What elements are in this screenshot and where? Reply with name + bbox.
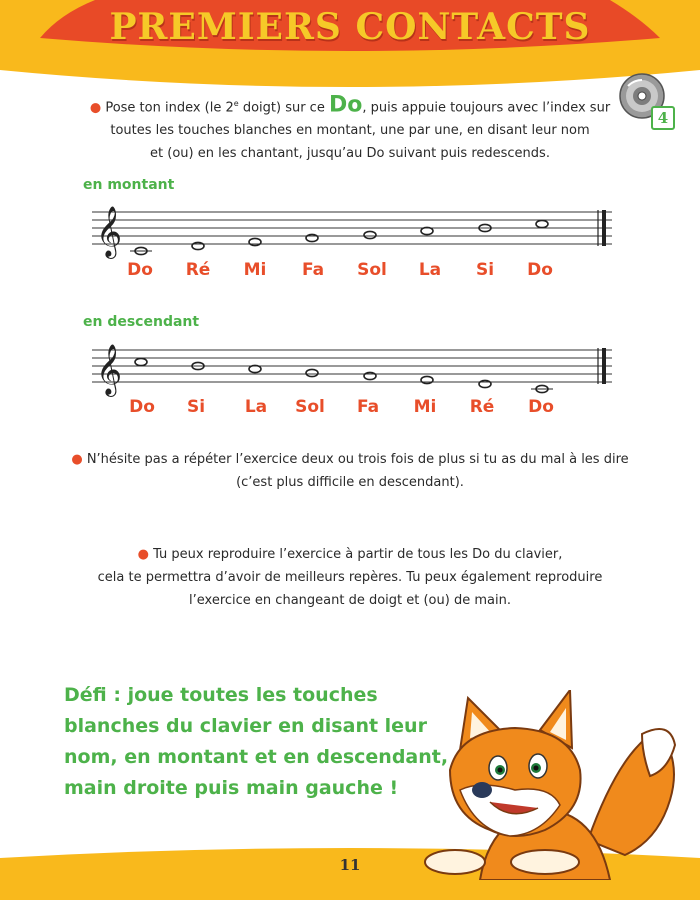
intro-paragraph xyxy=(70,92,630,165)
fox-illustration-icon xyxy=(420,690,680,880)
intro-text-a: Pose ton index (le 2 xyxy=(105,100,234,116)
intro-line-3: et (ou) en les chantant, jusqu’au Do suivant puis redescends. xyxy=(150,146,550,162)
challenge-line-1: Défi : joue toutes les touches xyxy=(64,684,378,706)
note-name: Mi xyxy=(243,260,267,280)
descending-notes xyxy=(135,358,553,392)
note-name: Do xyxy=(129,397,155,417)
descending-note-names xyxy=(0,397,700,419)
page-title: PREMIERS CONTACTS xyxy=(109,6,591,48)
ascending-note-names xyxy=(0,260,700,282)
note-name: Fa xyxy=(301,260,325,280)
note-name: Si xyxy=(475,260,495,280)
challenge-text xyxy=(64,680,464,804)
note-name: Fa xyxy=(356,397,380,417)
descending-label: en descendant xyxy=(83,314,200,330)
do-highlight: Do xyxy=(328,92,363,118)
treble-clef-icon: 𝄞 xyxy=(96,206,123,257)
note-name: La xyxy=(244,397,268,417)
note-name: Ré xyxy=(185,260,211,280)
note-name: Si xyxy=(186,397,206,417)
note-name: Do xyxy=(528,397,554,417)
note-name: Do xyxy=(527,260,553,280)
intro-text-b: doigt) sur ce xyxy=(238,100,329,116)
bullet: ● xyxy=(71,452,83,467)
bullet: ● xyxy=(89,100,102,116)
challenge-line-3: nom, en montant et en descendant, xyxy=(64,746,449,768)
note-name: Sol xyxy=(295,397,325,417)
cd-track-number: 4 xyxy=(651,106,675,130)
intro-text-c: , puis appuie toujours avec l’index sur xyxy=(362,100,611,116)
ascending-label: en montant xyxy=(83,177,175,193)
ascending-staff xyxy=(92,200,612,260)
ascending-notes xyxy=(130,220,548,254)
repeat-tip xyxy=(50,448,650,494)
repeat-tip-line-1: N’hésite pas a répéter l’exercice deux ou trois fois de plus si tu as du mal à les dire xyxy=(86,452,629,467)
staff-lines xyxy=(92,350,612,382)
intro-sup: e xyxy=(233,99,239,108)
reproduce-tip-line-3: l’exercice en changeant de doigt et (ou) de main. xyxy=(189,593,511,608)
challenge-line-4: main droite puis main gauche ! xyxy=(64,777,399,799)
note-name: Sol xyxy=(357,260,387,280)
note-name: Mi xyxy=(413,397,437,417)
reproduce-tip-line-2: cela te permettra d’avoir de meilleurs repères. Tu peux également reproduire xyxy=(97,570,603,585)
note-name: Do xyxy=(127,260,153,280)
note-name: La xyxy=(418,260,442,280)
bullet: ● xyxy=(137,547,149,562)
page-number: 11 xyxy=(339,856,361,874)
staff-lines xyxy=(92,212,612,244)
treble-clef-icon: 𝄞 xyxy=(96,344,123,395)
descending-staff xyxy=(92,338,612,398)
intro-line-2: toutes les touches blanches en montant, une par une, en disant leur nom xyxy=(110,123,590,139)
reproduce-tip-line-1: Tu peux reproduire l’exercice à partir de tous les Do du clavier, xyxy=(153,547,563,562)
challenge-line-2: blanches du clavier en disant leur xyxy=(64,715,427,737)
reproduce-tip xyxy=(60,543,640,612)
repeat-tip-line-2: (c’est plus difficile en descendant). xyxy=(236,475,464,490)
note-name: Ré xyxy=(469,397,495,417)
